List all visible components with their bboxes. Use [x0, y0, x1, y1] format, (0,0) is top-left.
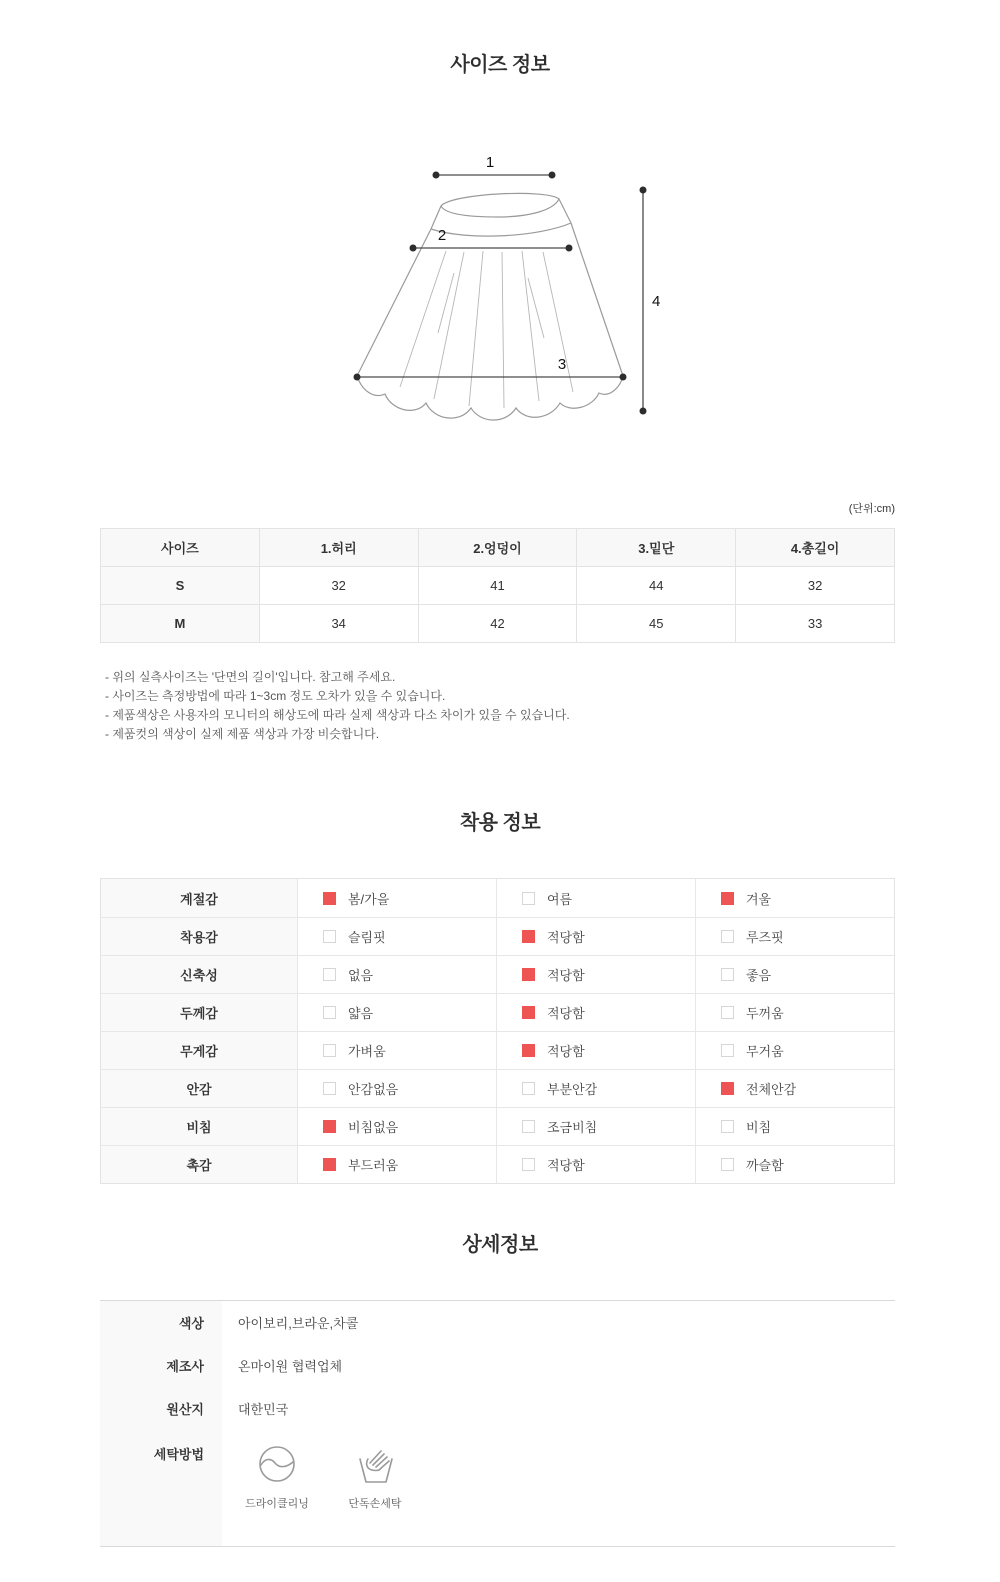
size-value-cell: 45: [577, 605, 736, 643]
checkbox-icon: [721, 930, 734, 943]
wash-methods-cell: [222, 1430, 895, 1546]
wear-option: [297, 918, 496, 955]
checkbox-icon: [522, 892, 535, 905]
wear-option: [297, 1032, 496, 1069]
wear-attribute-label: 두께감: [101, 994, 297, 1031]
wear-option-label: 두꺼움: [746, 1006, 784, 1021]
wear-option-label: 안감없음: [348, 1082, 399, 1097]
wear-option: [496, 1146, 695, 1183]
checkbox-icon: [522, 1158, 535, 1171]
wear-option-label: 무거움: [746, 1044, 784, 1059]
checkbox-icon: [323, 968, 336, 981]
size-notes: [105, 668, 570, 744]
wear-option: [695, 956, 894, 993]
diagram-label-length: 4: [652, 293, 661, 310]
size-table-header-row: [101, 529, 895, 567]
detail-row-color: [100, 1301, 895, 1344]
wear-option: [496, 879, 695, 917]
detail-label: 원산지: [100, 1387, 222, 1430]
wear-option-label: 적당함: [547, 968, 585, 983]
diagram-label-hem: 3: [557, 356, 567, 373]
detail-row-manufacturer: [100, 1344, 895, 1387]
wear-attribute-label: 비침: [101, 1108, 297, 1145]
wear-option: [496, 918, 695, 955]
wear-option-label: 없음: [348, 968, 374, 983]
wear-option: [297, 1070, 496, 1107]
wear-info-table: [100, 878, 895, 1184]
wash-method-dry-cleaning: [238, 1442, 316, 1511]
wash-methods: [238, 1442, 414, 1511]
wear-option: [695, 994, 894, 1031]
checkbox-icon: [721, 1044, 734, 1057]
wear-option: [695, 1146, 894, 1183]
wear-option-label: 적당함: [547, 930, 585, 945]
wear-row-fit: [101, 917, 894, 955]
hem-col-header: 3.밑단: [577, 529, 736, 567]
detail-value: 대한민국: [238, 1402, 289, 1417]
wear-option-label: 비침없음: [348, 1120, 399, 1135]
dry-cleaning-icon: [255, 1442, 299, 1486]
checkbox-icon: [522, 1120, 535, 1133]
wear-option: [695, 1108, 894, 1145]
wear-option-label: 여름: [547, 891, 573, 907]
wear-option-label: 얇음: [348, 1006, 374, 1021]
size-table: [100, 528, 895, 643]
hip-col-header: 2.엉덩이: [418, 529, 577, 567]
wash-method-hand-wash: [336, 1442, 414, 1511]
checkbox-icon: [522, 1006, 535, 1019]
wear-option-label: 적당함: [547, 1044, 585, 1059]
wear-option: [695, 918, 894, 955]
wear-option-label: 전체안감: [746, 1082, 797, 1097]
wear-option: [297, 1108, 496, 1145]
wear-option: [496, 956, 695, 993]
wear-option-label: 겨울: [746, 891, 772, 907]
checkbox-icon: [323, 892, 336, 905]
wear-option-label: 적당함: [547, 1006, 585, 1021]
wear-option: [496, 1108, 695, 1145]
wear-attribute-label: 계절감: [101, 879, 297, 917]
wear-option-label: 부분안감: [547, 1082, 598, 1097]
wear-section-title: 착용 정보: [459, 812, 541, 834]
wear-option: [297, 956, 496, 993]
skirt-measurement-diagram: [330, 138, 670, 430]
detail-row-origin: [100, 1387, 895, 1430]
detail-section-title: 상세정보: [462, 1234, 538, 1256]
size-value-cell: 34: [259, 605, 418, 643]
checkbox-icon: [721, 968, 734, 981]
wash-method-label: 드라이클리닝: [245, 1498, 309, 1510]
checkbox-icon: [323, 1006, 336, 1019]
wear-option: [695, 879, 894, 917]
wear-option-label: 루즈핏: [746, 930, 784, 945]
wear-attribute-label: 촉감: [101, 1146, 297, 1183]
unit-label: (단위:cm): [848, 503, 895, 515]
note-line: - 위의 실측사이즈는 '단면의 길이'입니다. 참고해 주세요.: [105, 670, 396, 684]
note-line: - 제품컷의 색상이 실제 제품 색상과 가장 비슷합니다.: [105, 727, 380, 741]
detail-row-wash: [100, 1430, 895, 1546]
checkbox-icon: [522, 1044, 535, 1057]
wear-option-label: 가벼움: [348, 1044, 386, 1059]
detail-label: 색상: [100, 1301, 222, 1344]
checkbox-icon: [721, 1082, 734, 1095]
hand-wash-icon: [353, 1442, 397, 1486]
size-col-header: 사이즈: [101, 529, 260, 567]
checkbox-icon: [721, 1158, 734, 1171]
note-line: - 사이즈는 측정방법에 따라 1~3cm 정도 오차가 있을 수 있습니다.: [105, 689, 446, 703]
length-col-header: 4.총길이: [736, 529, 895, 567]
wear-row-weight: [101, 1031, 894, 1069]
detail-value: 아이보리,브라운,차콜: [238, 1316, 359, 1331]
checkbox-icon: [522, 1082, 535, 1095]
detail-label: 세탁방법: [100, 1430, 222, 1546]
checkbox-icon: [522, 930, 535, 943]
wear-option: [297, 1146, 496, 1183]
note-line: - 제품색상은 사용자의 모니터의 해상도에 따라 실제 색상과 다소 차이가 있을 수 있습니다.: [105, 708, 570, 722]
wear-option-label: 비침: [746, 1120, 772, 1135]
wear-row-texture: [101, 1145, 894, 1183]
size-name-cell: M: [101, 605, 260, 643]
size-section-title: 사이즈 정보: [450, 54, 550, 76]
wear-attribute-label: 안감: [101, 1070, 297, 1107]
size-value-cell: 41: [418, 567, 577, 605]
checkbox-icon: [522, 968, 535, 981]
table-row: [101, 567, 895, 605]
wear-attribute-label: 착용감: [101, 918, 297, 955]
skirt-diagram-svg: [330, 138, 670, 430]
wear-row-stretch: [101, 955, 894, 993]
wear-option-label: 까슬함: [746, 1158, 784, 1173]
wear-attribute-label: 무게감: [101, 1032, 297, 1069]
wear-option: [695, 1070, 894, 1107]
wear-row-season: [101, 879, 894, 917]
size-name-cell: S: [101, 567, 260, 605]
checkbox-icon: [323, 1082, 336, 1095]
wear-option-label: 적당함: [547, 1158, 585, 1173]
checkbox-icon: [323, 930, 336, 943]
detail-value: 온마이원 협력업체: [238, 1359, 343, 1374]
checkbox-icon: [721, 1006, 734, 1019]
wear-option: [297, 879, 496, 917]
size-value-cell: 33: [736, 605, 895, 643]
wear-row-lining: [101, 1069, 894, 1107]
size-value-cell: 32: [736, 567, 895, 605]
detail-label: 제조사: [100, 1344, 222, 1387]
wash-method-label: 단독손세탁: [348, 1498, 402, 1510]
checkbox-icon: [721, 1120, 734, 1133]
waist-col-header: 1.허리: [259, 529, 418, 567]
wear-option-label: 좋음: [746, 968, 772, 983]
diagram-label-waist: 1: [485, 154, 495, 171]
size-value-cell: 32: [259, 567, 418, 605]
table-row: [101, 605, 895, 643]
detail-info-table: [100, 1300, 895, 1547]
wear-option: [496, 994, 695, 1031]
wear-option-label: 부드러움: [348, 1158, 399, 1173]
wear-row-thickness: [101, 993, 894, 1031]
size-value-cell: 42: [418, 605, 577, 643]
size-value-cell: 44: [577, 567, 736, 605]
wear-option-label: 슬림핏: [348, 930, 386, 945]
wear-option-label: 조금비침: [547, 1120, 598, 1135]
diagram-label-hip: 2: [437, 227, 447, 244]
wear-option: [695, 1032, 894, 1069]
checkbox-icon: [721, 892, 734, 905]
checkbox-icon: [323, 1158, 336, 1171]
checkbox-icon: [323, 1044, 336, 1057]
wear-option-label: 봄/가을: [348, 891, 390, 907]
wear-option: [297, 994, 496, 1031]
wear-option: [496, 1070, 695, 1107]
checkbox-icon: [323, 1120, 336, 1133]
wear-row-sheerness: [101, 1107, 894, 1145]
wear-option: [496, 1032, 695, 1069]
wear-attribute-label: 신축성: [101, 956, 297, 993]
